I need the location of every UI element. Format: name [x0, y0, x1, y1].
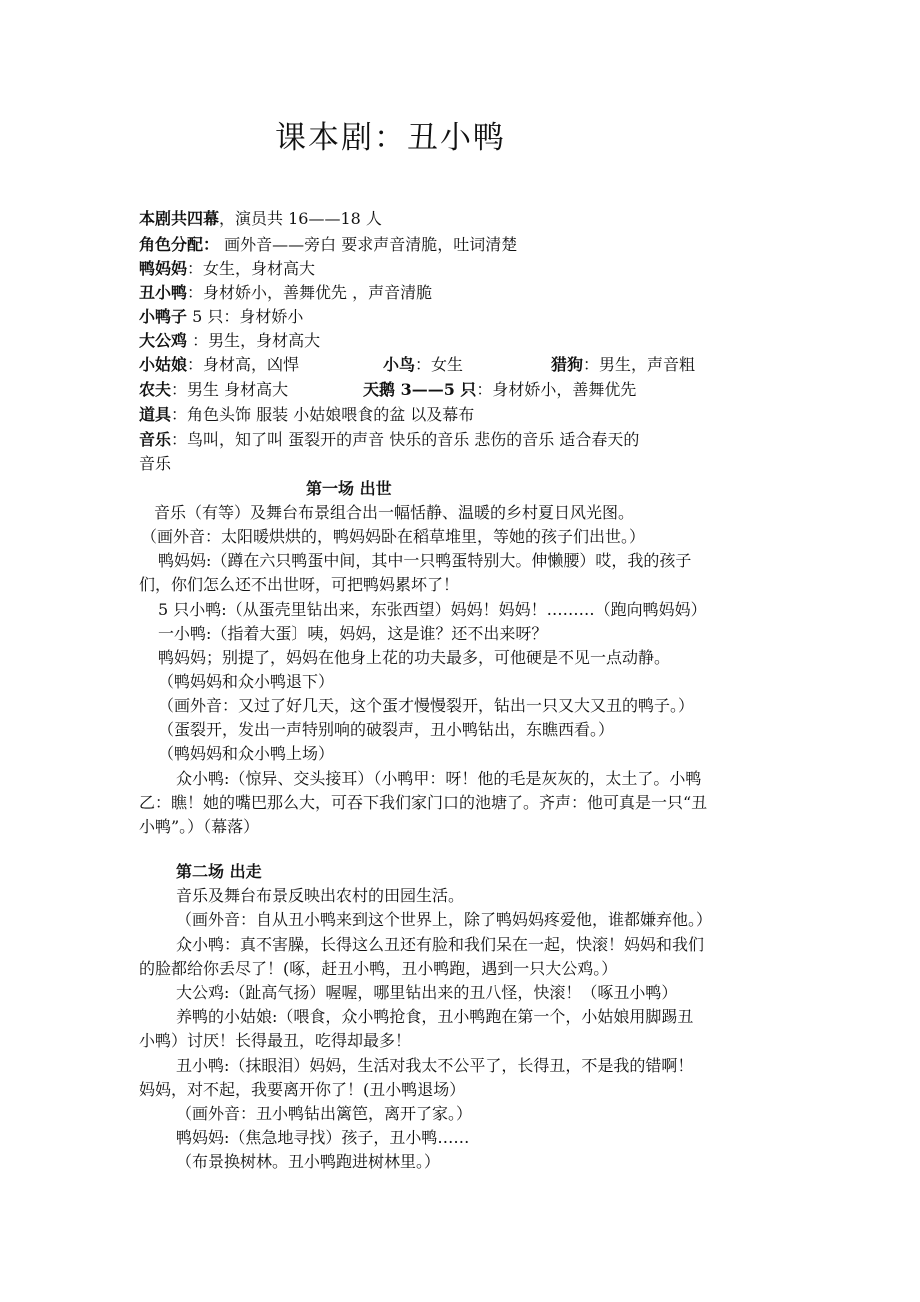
cast-bird: 小鸟：女生 — [383, 355, 464, 374]
scene1-line: 音乐（有等）及舞台布景组合出一幅恬静、温暖的乡村夏日风光图。 — [154, 503, 635, 522]
cast-roles: 角色分配： 画外音——旁白 要求声音清脆，吐词清楚 — [139, 235, 518, 254]
scene1-line: （蛋裂开，发出一声特别响的破裂声，丑小鸭钻出，东瞧西看。） — [158, 720, 615, 739]
cast-summary: 本剧共四幕，演员共 16——18 人 — [139, 209, 382, 228]
scene1-line: 鸭妈妈:（蹲在六只鸭蛋中间，其中一只鸭蛋特别大。伸懒腰）哎，我的孩子 — [158, 551, 692, 570]
cast-hound: 猎狗：男生，声音粗 — [551, 355, 696, 374]
scene1-line: 们，你们怎么还不出世呀，可把鸭妈累坏了！ — [139, 575, 460, 594]
cast-swans: 天鹅 3——5 只：身材娇小，善舞优先 — [363, 380, 637, 399]
cast-farmer: 农夫：男生 身材高大 — [139, 380, 289, 399]
scene1-heading: 第一场 出世 — [306, 479, 392, 498]
scene1-line: 5 只小鸭:（从蛋壳里钻出来，东张西望）妈妈！妈妈！………（跑向鸭妈妈） — [158, 600, 707, 619]
props-line: 道具：角色头饰 服装 小姑娘喂食的盆 以及幕布 — [139, 405, 475, 424]
music-line-cont: 音乐 — [139, 454, 172, 473]
cast-ugly-duckling: 丑小鸭：身材娇小，善舞优先 ，声音清脆 — [139, 283, 433, 302]
scene2-line: 音乐及舞台布景反映出农村的田园生活。 — [176, 886, 465, 905]
scene1-line: （鸭妈妈和众小鸭退下） — [158, 672, 335, 691]
scene1-line: 乙：瞧！她的嘴巴那么大，可吞下我们家门口的池塘了。齐声：他可真是一只“丑 — [139, 793, 708, 812]
scene1-line: （画外音：太阳暖烘烘的，鸭妈妈卧在稻草堆里，等她的孩子们出世。） — [141, 527, 646, 546]
scene2-line: 妈妈，对不起，我要离开你了！(丑小鸭退场） — [139, 1080, 466, 1099]
scene1-line: 一小鸭:（指着大蛋〕咦，妈妈，这是谁？还不出来呀？ — [158, 624, 548, 643]
scene1-line: 小鸭”。）（幕落） — [139, 817, 260, 836]
scene2-line: 的脸都给你丢尽了！(啄，赶丑小鸭，丑小鸭跑，遇到一只大公鸡。） — [139, 959, 618, 978]
cast-girl: 小姑娘：身材高，凶悍 — [139, 355, 300, 374]
scene2-line: （画外音：自从丑小鸭来到这个世界上，除了鸭妈妈疼爱他，谁都嫌弃他。） — [176, 910, 713, 929]
scene1-line: 众小鸭:（惊异、交头接耳）（小鸭甲：呀！他的毛是灰灰的，太土了。小鸭 — [176, 769, 702, 788]
scene2-line: （布景换树林。丑小鸭跑进树林里。） — [176, 1152, 441, 1171]
scene2-line: 鸭妈妈:（焦急地寻找）孩子，丑小鸭…… — [176, 1128, 470, 1147]
scene2-line: 养鸭的小姑娘:（喂食，众小鸭抢食，丑小鸭跑在第一个，小姑娘用脚踢丑 — [176, 1007, 694, 1026]
page-title: 课本剧：丑小鸭 — [275, 120, 506, 156]
cast-ducklings: 小鸭子 5 只：身材娇小 — [139, 307, 304, 326]
cast-duck-mom: 鸭妈妈：女生，身材高大 — [139, 259, 316, 278]
scene2-line: 大公鸡:（趾高气扬）喔喔，哪里钻出来的丑八怪，快滚！（啄丑小鸭） — [176, 983, 678, 1002]
music-line: 音乐：鸟叫，知了叫 蛋裂开的声音 快乐的音乐 悲伤的音乐 适合春天的 — [139, 430, 640, 449]
scene2-line: 丑小鸭:（抹眼泪）妈妈，生活对我太不公平了，长得丑，不是我的错啊！ — [176, 1056, 694, 1075]
scene2-line: 小鸭）讨厌！长得最丑，吃得却最多！ — [139, 1031, 412, 1050]
scene1-line: 鸭妈妈；别提了，妈妈在他身上花的功夫最多，可他硬是不见一点动静。 — [158, 648, 671, 667]
scene1-line: （鸭妈妈和众小鸭上场） — [158, 744, 335, 763]
scene1-line: （画外音：又过了好几天，这个蛋才慢慢裂开，钻出一只又大又丑的鸭子。） — [158, 696, 695, 715]
scene2-line: 众小鸭：真不害臊，长得这么丑还有脸和我们呆在一起，快滚！妈妈和我们 — [176, 935, 705, 954]
scene2-line: （画外音：丑小鸭钻出篱笆，离开了家。） — [176, 1104, 473, 1123]
cast-rooster: 大公鸡 ：男生，身材高大 — [139, 331, 321, 350]
scene2-heading: 第二场 出走 — [176, 862, 262, 881]
